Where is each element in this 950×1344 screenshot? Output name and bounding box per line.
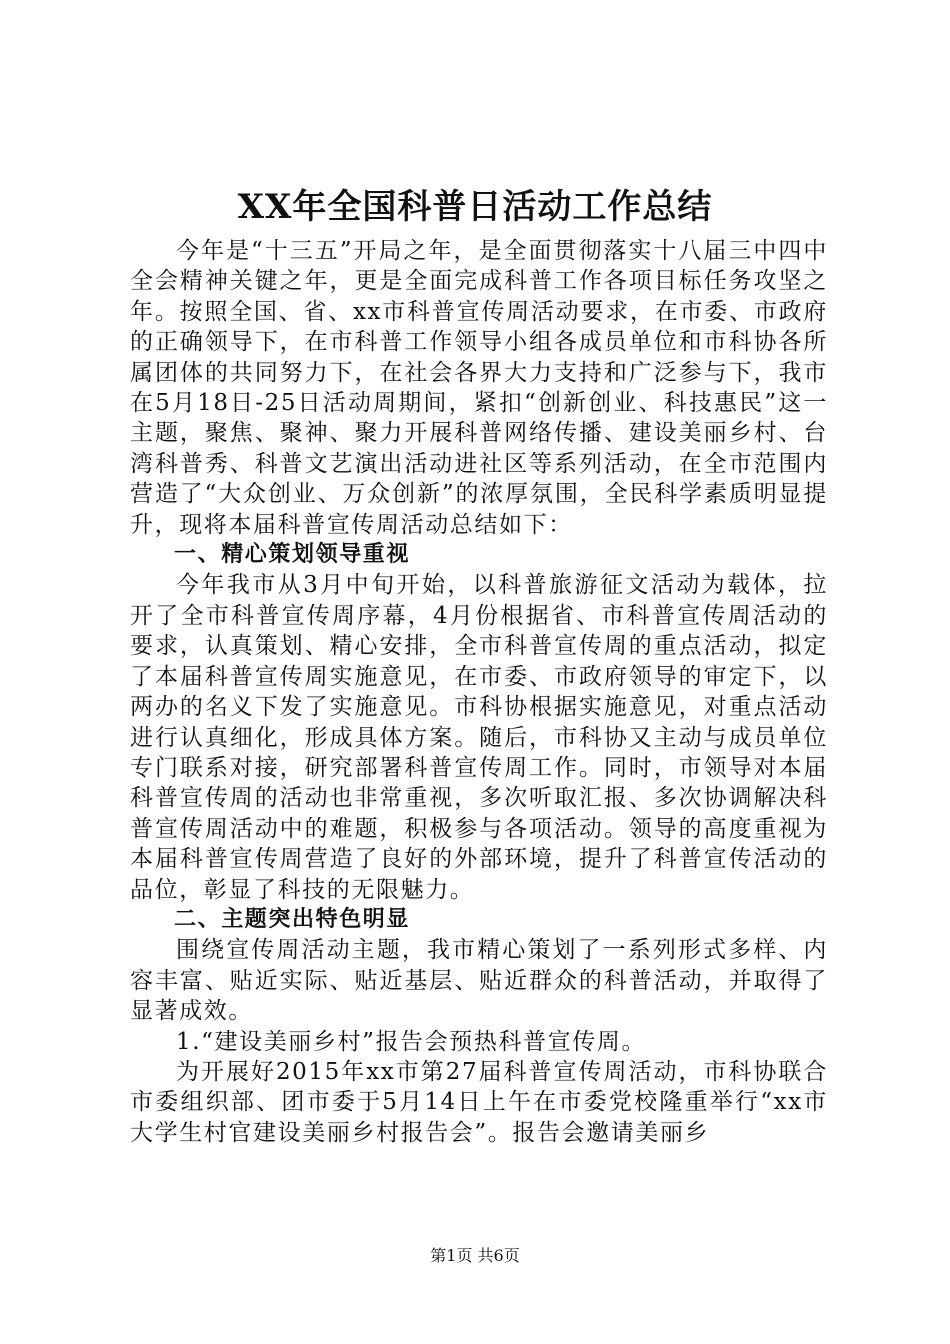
page-number-footer: 第1页 共6页	[430, 1246, 520, 1265]
document-body	[130, 236, 828, 1148]
subsection-1-paragraph: 为开展好2015年xx市第27届科普宣传周活动，市科协联合市委组织部、团市委于5月14日上午在市委党校隆重举行“xx市大学生村官建设美丽乡村报告会”。报告会邀请美丽乡	[130, 1058, 828, 1146]
intro-paragraph: 今年是“十三五”开局之年，是全面贯彻落实十八届三中四中全会精神关键之年，更是全面完成科普工作各项目标任务攻坚之年。按照全国、省、xx市科普宣传周活动要求，在市委、市政府的正确领导下，在市科普工作领导小组各成员单位和市科协各所属团体的共同努力下，在社会各界大力支持和广泛参与下，我市在5月18日-25日活动周期间，紧扣“创新创业、科技惠民”这一主题，聚焦、聚神、聚力开展科普网络传播、建设美丽乡村、台湾科普秀、科普文艺演出活动进社区等系列活动，在全市范围内营造了“大众创业、万众创新”的浓厚氛围，全民科学素质明显提升，现将本届科普宣传周活动总结如下：	[130, 238, 828, 538]
document-title: XX年全国科普日活动工作总结	[237, 187, 713, 227]
section-1-paragraph: 今年我市从3月中旬开始，以科普旅游征文活动为载体，拉开了全市科普宣传周序幕，4月份根据省、市科普宣传周活动的要求，认真策划、精心安排，全市科普宣传周的重点活动，拟定了本届科普宣传周实施意见，在市委、市政府领导的审定下，以两办的名义下发了实施意见。市科协根据实施意见，对重点活动进行认真细化，形成具体方案。随后，市科协又主动与成员单位专门联系对接，研究部署科普宣传周工作。同时，市领导对本届科普宣传周的活动也非常重视，多次听取汇报、多次协调解决科普宣传周活动中的难题，积极参与各项活动。领导的高度重视为本届科普宣传周营造了良好的外部环境，提升了科普宣传活动的品位，彰显了科技的无限魅力。	[130, 572, 828, 903]
subsection-1-title: 1.“建设美丽乡村”报告会预热科普宣传周。	[176, 1028, 647, 1055]
section-2-paragraph: 围绕宣传周活动主题，我市精心策划了一系列形式多样、内容丰富、贴近实际、贴近基层、贴近群众的科普活动，并取得了显著成效。	[130, 937, 828, 1025]
section-heading-1: 一、精心策划领导重视	[174, 542, 411, 568]
section-heading-2: 二、主题突出特色明显	[174, 906, 411, 932]
